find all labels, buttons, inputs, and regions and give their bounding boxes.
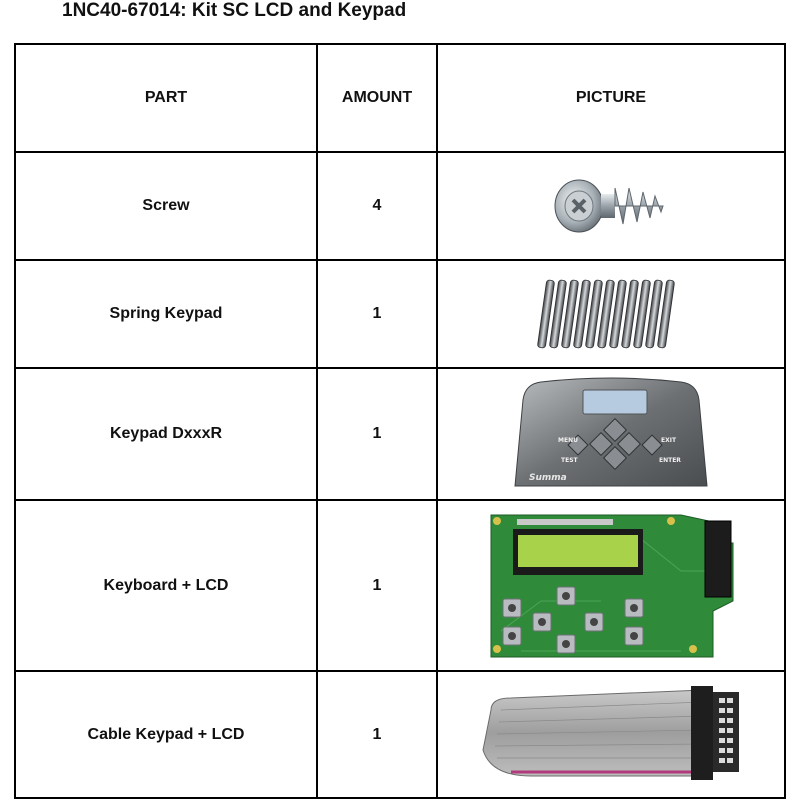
- part-amount: 1: [317, 671, 437, 798]
- part-name: Keyboard + LCD: [15, 500, 317, 671]
- header-picture: PICTURE: [437, 44, 785, 152]
- part-amount: 1: [317, 368, 437, 500]
- table-row: [15, 671, 785, 798]
- header-part: PART: [15, 44, 317, 152]
- part-name: Screw: [15, 152, 317, 260]
- ribbon-cable-icon: [471, 680, 751, 790]
- part-picture-cell: [437, 152, 785, 260]
- document-title: 1NC40-67014: Kit SC LCD and Keypad: [62, 0, 407, 21]
- part-name: Keypad DxxxR: [15, 368, 317, 500]
- table-row: [15, 260, 785, 368]
- table-row: [15, 500, 785, 671]
- keypad-membrane-icon: [511, 376, 711, 492]
- keypad-brand: Summa: [529, 473, 567, 483]
- part-picture-cell: [437, 368, 785, 500]
- part-picture-cell: [437, 260, 785, 368]
- keypad-label-menu: MENU: [558, 437, 578, 444]
- part-name: Spring Keypad: [15, 260, 317, 368]
- part-amount: 1: [317, 500, 437, 671]
- part-amount: 1: [317, 260, 437, 368]
- table-row: [15, 368, 785, 500]
- table-row: [15, 152, 785, 260]
- spring-icon: [536, 274, 686, 354]
- table-header-row: [15, 44, 785, 152]
- screw-icon: [551, 166, 671, 246]
- part-picture-cell: [437, 671, 785, 798]
- keypad-label-test: TEST: [561, 457, 578, 464]
- header-amount: AMOUNT: [317, 44, 437, 152]
- parts-table: [14, 43, 786, 799]
- part-name: Cable Keypad + LCD: [15, 671, 317, 798]
- part-picture-cell: [437, 500, 785, 671]
- keypad-label-exit: EXIT: [661, 437, 677, 444]
- keypad-label-enter: ENTER: [659, 457, 681, 464]
- lcd-circuit-board-icon: [481, 511, 741, 661]
- part-amount: 4: [317, 152, 437, 260]
